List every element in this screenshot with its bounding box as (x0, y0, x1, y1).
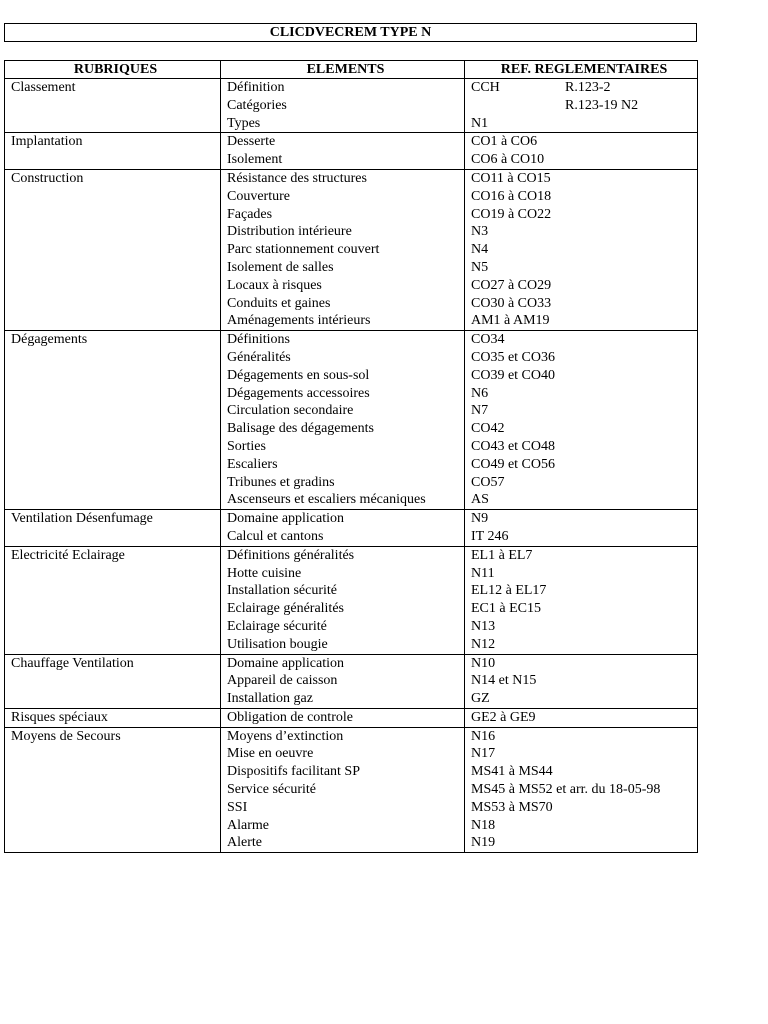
rubrique-label: Dégagements (11, 332, 88, 348)
element-item: Dégagements accessoires (227, 385, 370, 401)
refs-cell (465, 169, 698, 330)
rubrique-cell (5, 708, 221, 727)
element-item: Installation sécurité (227, 583, 338, 599)
ref-code: CO30 à CO33 (471, 295, 552, 311)
ref-code: CO39 et CO40 (471, 367, 555, 383)
element-item: Dégagements en sous-sol (227, 367, 370, 383)
element-item: Utilisation bougie (227, 636, 328, 652)
ref-item (471, 728, 697, 746)
ref-item (471, 491, 697, 509)
header-elements: ELEMENTS (221, 61, 465, 79)
rubrique-label: Moyens de Secours (11, 728, 121, 744)
element-item: Alarme (227, 817, 269, 833)
element-item: Parc stationnement couvert (227, 242, 380, 258)
element-item: Définition (227, 80, 285, 95)
ref-code: CCH (471, 80, 500, 95)
element-item: Obligation de controle (227, 709, 353, 725)
ref-code: MS45 à MS52 et arr. du 18-05-98 (471, 782, 661, 798)
document-title: CLICDVECREM TYPE N (4, 23, 697, 42)
rubrique-cell (5, 727, 221, 853)
ref-code: GZ (471, 691, 490, 707)
ref-item (471, 510, 697, 528)
ref-item (471, 331, 697, 349)
element-item: Isolement (227, 152, 283, 168)
ref-item (471, 474, 697, 492)
ref-item (471, 367, 697, 385)
ref-item (471, 799, 697, 817)
ref-code: MS53 à MS70 (471, 799, 553, 815)
rubrique-label: Chauffage Ventilation (11, 655, 134, 671)
ref-item (471, 672, 697, 690)
rubrique-cell (5, 654, 221, 708)
refs-cell (465, 654, 698, 708)
table-row (5, 331, 698, 510)
rubrique-cell (5, 133, 221, 170)
rubrique-cell (5, 331, 221, 510)
regulation-table (4, 60, 698, 853)
rubrique-cell (5, 510, 221, 547)
ref-item (471, 385, 697, 403)
ref-code: CO16 à CO18 (471, 188, 552, 204)
element-item: Résistance des structures (227, 170, 367, 186)
rubrique-cell (5, 169, 221, 330)
ref-item (471, 582, 697, 600)
refs-cell (465, 510, 698, 547)
element-item: Eclairage sécurité (227, 618, 327, 634)
refs-cell (465, 133, 698, 170)
table-body (5, 79, 698, 853)
element-item: Généralités (227, 349, 291, 365)
ref-code: CO6 à CO10 (471, 152, 545, 168)
ref-item (471, 636, 697, 654)
ref-code: EL1 à EL7 (471, 547, 533, 563)
table-row (5, 510, 698, 547)
element-item: Moyens d’extinction (227, 728, 344, 744)
rubrique-cell (5, 546, 221, 654)
table-row (5, 727, 698, 853)
table-row (5, 169, 698, 330)
ref-item (471, 745, 697, 763)
element-item: Balisage des dégagements (227, 421, 374, 437)
ref-code: N4 (471, 242, 489, 258)
element-item: Conduits et gaines (227, 295, 331, 311)
header-rubriques: RUBRIQUES (5, 61, 221, 79)
element-item: Service sécurité (227, 782, 317, 798)
ref-item (471, 133, 697, 151)
ref-item (471, 402, 697, 420)
element-item: Aménagements intérieurs (227, 313, 371, 329)
ref-code: IT 246 (471, 528, 509, 544)
ref-item (471, 763, 697, 781)
elements-cell (221, 727, 465, 853)
ref-code: N3 (471, 224, 489, 240)
element-item: Distribution intérieure (227, 224, 352, 240)
ref-item (471, 115, 697, 133)
refs-cell (465, 727, 698, 853)
ref-item (471, 781, 697, 799)
elements-cell (221, 708, 465, 727)
table-row (5, 708, 698, 727)
ref-code: CO19 à CO22 (471, 206, 552, 222)
ref-code: CO27 à CO29 (471, 277, 552, 293)
ref-code: MS41 à MS44 (471, 764, 553, 780)
ref-item (471, 618, 697, 636)
ref-code: N14 et N15 (471, 673, 537, 689)
element-item: Sorties (227, 438, 266, 454)
ref-code: GE2 à GE9 (471, 709, 536, 725)
table-row (5, 654, 698, 708)
ref-item (471, 295, 697, 313)
element-item: Façades (227, 206, 273, 222)
element-item: Domaine application (227, 511, 345, 527)
ref-item (471, 223, 697, 241)
ref-code: N11 (471, 565, 495, 581)
element-item: Appareil de caisson (227, 673, 338, 689)
element-item: Catégories (227, 97, 287, 113)
ref-code: EL12 à EL17 (471, 583, 547, 599)
ref-item (471, 528, 697, 546)
ref-code: CO49 et CO56 (471, 456, 555, 472)
element-item: Desserte (227, 134, 276, 150)
table-row (5, 546, 698, 654)
ref-item (471, 241, 697, 259)
ref-item (471, 655, 697, 673)
ref-item (471, 79, 697, 97)
table-row (5, 133, 698, 170)
ref-item (471, 565, 697, 583)
element-item: Calcul et cantons (227, 528, 324, 544)
ref-item (471, 438, 697, 456)
element-item: Alerte (227, 835, 262, 851)
ref-item (471, 349, 697, 367)
refs-cell (465, 708, 698, 727)
ref-code: CO57 (471, 474, 505, 490)
ref-item (471, 834, 697, 852)
element-item: Domaine application (227, 655, 345, 671)
element-item: Tribunes et gradins (227, 474, 335, 490)
element-item: Locaux à risques (227, 277, 322, 293)
ref-code: N1 (471, 115, 489, 131)
ref-code: N9 (471, 511, 489, 527)
elements-cell (221, 546, 465, 654)
element-item: Définitions (227, 332, 290, 348)
refs-cell (465, 331, 698, 510)
element-item: Circulation secondaire (227, 403, 354, 419)
ref-item (471, 312, 697, 330)
rubrique-label: Construction (11, 170, 84, 186)
ref-article: R.123-19 N2 (565, 97, 639, 113)
ref-code: N13 (471, 618, 496, 634)
refs-cell (465, 546, 698, 654)
ref-item (471, 277, 697, 295)
ref-code: CO11 à CO15 (471, 170, 551, 186)
rubrique-label: Ventilation Désenfumage (11, 511, 153, 527)
element-item: Isolement de salles (227, 259, 334, 275)
element-item: Eclairage généralités (227, 601, 344, 617)
refs-cell (465, 79, 698, 133)
rubrique-label: Electricité Eclairage (11, 547, 125, 563)
element-item: Définitions généralités (227, 547, 355, 563)
ref-code: N18 (471, 817, 496, 833)
ref-code: N6 (471, 385, 489, 401)
ref-item (471, 600, 697, 618)
ref-item (471, 690, 697, 708)
table-header-row (5, 61, 698, 79)
element-item: Dispositifs facilitant SP (227, 764, 360, 780)
rubrique-label: Risques spéciaux (11, 709, 108, 725)
rubrique-cell (5, 79, 221, 133)
ref-code: N19 (471, 835, 496, 851)
ref-item (471, 817, 697, 835)
elements-cell (221, 654, 465, 708)
ref-code: N12 (471, 636, 496, 652)
ref-item (471, 206, 697, 224)
element-item: Mise en oeuvre (227, 746, 314, 762)
elements-cell (221, 331, 465, 510)
ref-item (471, 547, 697, 565)
element-item: Escaliers (227, 456, 278, 472)
ref-code: N7 (471, 403, 489, 419)
element-item: Installation gaz (227, 691, 313, 707)
ref-item (471, 709, 697, 727)
ref-item (471, 188, 697, 206)
ref-code: CO1 à CO6 (471, 134, 538, 150)
elements-cell (221, 79, 465, 133)
table-row (5, 79, 698, 133)
header-refs: REF. REGLEMENTAIRES (465, 61, 698, 79)
element-item: Hotte cuisine (227, 565, 302, 581)
ref-code: CO34 (471, 332, 505, 348)
element-item: Couverture (227, 188, 290, 204)
ref-code: EC1 à EC15 (471, 601, 541, 617)
elements-cell (221, 133, 465, 170)
element-item: Ascenseurs et escaliers mécaniques (227, 492, 426, 508)
ref-code: N16 (471, 728, 496, 744)
ref-item (471, 259, 697, 277)
ref-code: AS (471, 492, 489, 508)
ref-item (471, 420, 697, 438)
ref-code: N17 (471, 746, 496, 762)
ref-article: R.123-2 (565, 80, 611, 95)
ref-item (471, 151, 697, 169)
rubrique-label: Implantation (11, 134, 83, 150)
elements-cell (221, 169, 465, 330)
ref-code: CO43 et CO48 (471, 438, 555, 454)
rubrique-label: Classement (11, 80, 76, 95)
element-item: SSI (227, 799, 248, 815)
ref-item (471, 456, 697, 474)
elements-cell (221, 510, 465, 547)
ref-item (471, 97, 697, 115)
element-item: Types (227, 115, 261, 131)
ref-code: AM1 à AM19 (471, 313, 550, 329)
ref-code: CO42 (471, 421, 505, 437)
ref-code: N10 (471, 655, 496, 671)
ref-item (471, 170, 697, 188)
ref-code: CO35 et CO36 (471, 349, 555, 365)
ref-code: N5 (471, 259, 489, 275)
